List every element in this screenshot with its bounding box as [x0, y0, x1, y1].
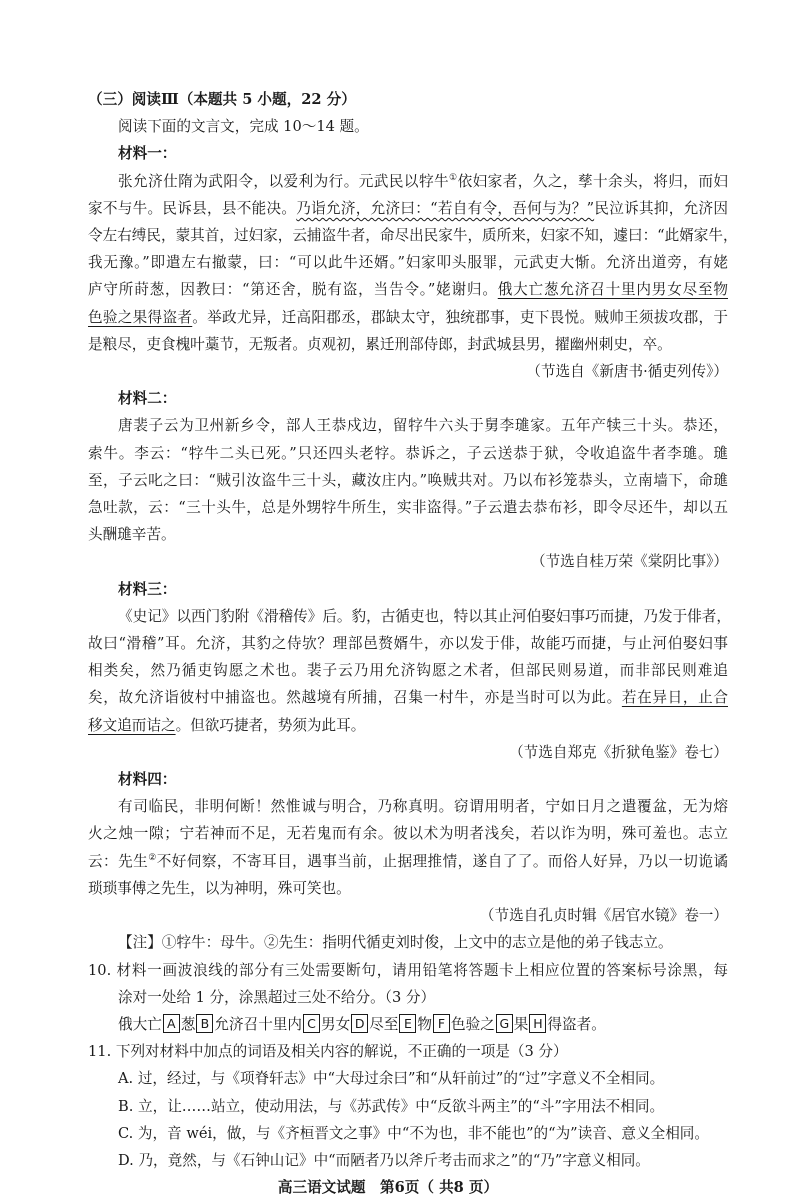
section-heading: （三）阅读Ⅲ（本题共 5 小题，22 分）	[88, 91, 356, 108]
question-10-stem: 10. 材料一画波浪线的部分有三处需要断句，请用铅笔将答题卡上相应位置的答案标号涂黑，每	[88, 961, 728, 979]
material-2-line: 至，子云叱之曰：“贼引汝盗牛三十头，藏汝庄内。”唤贼共对。乃以布衫笼恭头，立南墙下，命璡	[88, 471, 728, 489]
material-1-line: 张允济仕隋为武阳令，以爱利为行。元武民以牸牛①依妇家者，久之，孳十余头，将归，而妇	[118, 172, 728, 190]
material-4-line: 火之烛一隙；宁若神而不足，无若鬼而有余。彼以术为明者浅矣，若以诈为明，殊可羞也。志立	[88, 825, 728, 843]
question-11-option-d: D. 乃，竟然，与《石钟山记》中“而陋者乃以斧斤考击而求之”的“乃”字意义相同。	[118, 1151, 650, 1169]
material-3-line: 矣，故允济诣彼村中捕盗也。然越境有所捕，召集一村牛，亦是当时可以为此。若在异日，止合	[88, 689, 728, 707]
material-1-label: 材料一：	[118, 145, 177, 163]
material-1-line: 庐守所莳葱，因教曰：“第还舍，脱有盗，当告令。”姥谢归。俄大亡葱允济召十里内男女尽至物	[88, 281, 728, 299]
footnote-mark: ①	[449, 172, 458, 183]
answer-box-f[interactable]: F	[433, 1014, 450, 1033]
material-4-line: 云：先生②不好伺察，不寄耳目，遇事当前，止据理推情，遂自了了。而俗人好异，乃以一切诡谲	[88, 852, 728, 870]
material-2-line: 急吐款，云：“三十头牛，总是外甥牸牛所生，实非盗得。”子云遣去恭布衫，即令尽还牛，却以五	[88, 499, 728, 517]
answer-box-h[interactable]: H	[529, 1014, 546, 1033]
material-2-line: 唐裴子云为卫州新乡令，部人王恭戍边，留牸牛六头于舅李璡家。五年产犊三十头。恭还，	[118, 417, 728, 435]
material-4-source: （节选自孔贞时辑《居官水镜》卷一）	[479, 907, 728, 925]
page-footer: 高三语文试题 第6页（ 共8 页）	[277, 1179, 499, 1197]
answer-box-a[interactable]: A	[163, 1014, 180, 1033]
material-1-line: 色验之果得盗者。举政尤异，迁高阳郡丞，郡缺太守，独统郡事，吏下畏悦。贼帅王须拔攻郡，于	[88, 308, 728, 326]
underlined-text: 俄大亡葱允济召十里内男女尽至物	[497, 281, 728, 299]
material-3-source: （节选自郑克《折狱龟鉴》卷七）	[509, 743, 728, 761]
underlined-text: 移文追而诘之	[88, 716, 176, 734]
wavy-marked-text: 乃诣允济，允济曰：“若自有令，吾何与为？”	[296, 199, 595, 217]
footnote-mark: ②	[148, 852, 157, 863]
material-1-line: 令左右缚民，蒙其首，过妇家，云捕盗牛者，命尽出民家牛，质所来，妇家不知，遽曰：“此婿家牛，	[88, 227, 738, 245]
material-3-line: 故曰“滑稽”耳。允济，其豹之侍欤？理部邑赘婿牛，亦以发于俳，故能巧而捷，与止河伯娶妇事	[88, 635, 728, 653]
underlined-text: 若在异日，止合	[621, 689, 728, 707]
answer-box-d[interactable]: D	[351, 1014, 368, 1033]
material-1-line: 家不与牛。民诉县，县不能决。乃诣允济，允济曰：“若自有令，吾何与为？”民泣诉其抑，允济因	[88, 199, 728, 217]
material-1-line: 我无豫。”即遣左右撤蒙，曰：“可以此牛还婿。”妇家叩头服罪，元武吏大惭。允济出道旁，有姥	[88, 254, 728, 272]
material-1-line: 是粮尽，吏食槐叶藁节，无叛者。贞观初，累迁刑部侍郎，封武城县男，擢幽州刺史，卒。	[88, 335, 672, 353]
material-2-source: （节选自桂万荣《棠阴比事》）	[530, 553, 728, 571]
material-4-line: 有司临民，非明何断！然惟诚与明合，乃称真明。窃谓用明者，宁如日月之遣覆盆，无为熔	[118, 798, 728, 816]
answer-box-g[interactable]: G	[496, 1014, 513, 1033]
material-2-label: 材料二：	[118, 390, 177, 408]
material-4-label: 材料四：	[118, 771, 177, 789]
answer-box-c[interactable]: C	[303, 1014, 320, 1033]
material-3-line: 相类矣，然乃循吏钩愿之术也。裴子云乃用允济钩愿之术者，但部民则易道，而非部民则难追	[88, 662, 728, 680]
material-4-line: 琐琐事傅之先生，以为神明，殊可笑也。	[88, 879, 351, 897]
question-10-stem-cont: 涂对一处给 1 分，涂黑超过三处不给分。（3 分）	[118, 988, 436, 1006]
footnote: 【注】①牸牛：母牛。②先生：指明代循吏刘时俊，上文中的志立是他的弟子钱志立。	[118, 934, 673, 952]
material-2-line: 头酬璡辛苦。	[88, 526, 176, 544]
answer-box-e[interactable]: E	[399, 1014, 416, 1033]
material-2-line: 索牛。李云：“牸牛二头已死。”只还四头老牸。恭诉之，子云送恭于狱，令收追盗牛者李璡。璡	[88, 444, 728, 462]
underlined-text: 色验之果得盗者	[88, 308, 193, 326]
exam-page	[88, 86, 738, 1201]
question-11-option-c: C. 为，音 wéi，做，与《齐桓晋文之事》中“不为也，非不能也”的“为”读音、意义全相同。	[118, 1124, 709, 1142]
answer-box-b[interactable]: B	[196, 1014, 213, 1033]
material-1-source: （节选自《新唐书·循吏列传》）	[526, 363, 728, 381]
instruction: 阅读下面的文言文，完成 10～14 题。	[118, 118, 369, 136]
material-3-line: 移文追而诘之。但欲巧捷者，势须为此耳。	[88, 716, 366, 734]
question-11-option-b: B. 立，让……站立，使动用法，与《苏武传》中“反欲斗两主”的“斗”字用法不相同。	[118, 1097, 665, 1115]
material-3-label: 材料三：	[118, 580, 177, 598]
material-3-line: 《史记》以西门豹附《滑稽传》后。豹，古循吏也，特以其止河伯娶妇事巧而捷，乃发于俳者，	[118, 607, 731, 625]
question-11-stem: 11. 下列对材料中加点的词语及相关内容的解说，不正确的一项是（3 分）	[88, 1043, 568, 1061]
question-10-options: 俄大亡 A 葱 B 允济召十里内 C 男女 D 尽至 E 物 F 色验之 G 果 H 得盗者。	[118, 1015, 606, 1033]
question-11-option-a: A. 过，经过，与《项脊轩志》中“大母过余曰”和“从轩前过”的“过”字意义不全相同。	[118, 1070, 665, 1088]
